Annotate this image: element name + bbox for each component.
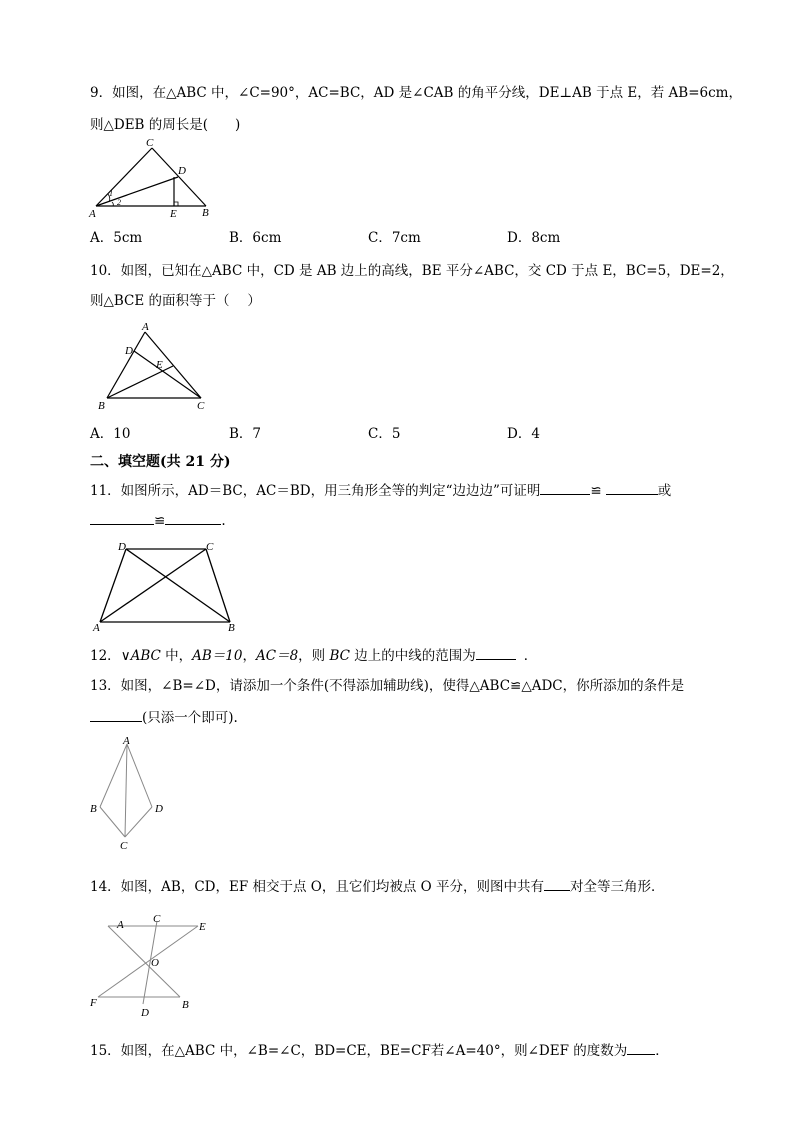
q10-label-E: E [156,359,163,371]
q14-label-E: E [199,921,206,933]
q10-option-a: A．10 [90,426,131,442]
q13-label-D: D [155,803,163,815]
q12-ac: AC＝8 [255,648,299,664]
q12-prefix: 12． [90,648,121,664]
q9-label-D: D [178,165,186,177]
q11-period: . [221,513,226,529]
q12-blank[interactable] [476,645,516,660]
q12-text [90,645,537,665]
q10-option-b: B．7 [229,426,262,442]
q11-label-C: C [206,541,214,553]
q13-text-line2 [90,707,238,727]
q13-text-line1: 13．如图，∠B=∠D，请添加一个条件(不得添加辅助线)，使得△ABC≌△ADC，你所添加的条件是 [90,678,685,694]
q12-sep: ， [242,648,256,664]
q11-blank-2[interactable] [606,480,658,495]
q13-figure [86,734,166,852]
q11-text-line1 [90,480,671,500]
q13-tail: (只添一个即可). [142,710,238,726]
q9-option-d: D．8cm [507,230,561,246]
q14-text-b: 对全等三角形． [570,879,665,895]
q10-label-D: D [125,345,133,357]
q9-label-A: A [89,208,96,220]
q13-label-B: B [90,803,97,815]
q11-label-A: A [93,622,100,634]
q9-angle-2: 2 [117,198,121,207]
q11-figure [90,538,240,636]
q12-mid1: 中， [160,648,193,664]
q9-figure [86,136,226,222]
q9-option-b: B．6cm [229,230,282,246]
q11-congruent-2: ≌ [154,513,166,529]
q9-text-line2: 则△DEB 的周长是( ) [90,117,241,133]
q14-label-A: A [117,919,124,931]
section-fill-in-title: 二、填空题(共 21 分) [90,454,231,470]
q9-option-a: A．5cm [90,230,143,246]
q14-label-C: C [153,913,161,925]
q11-blank-1[interactable] [540,480,590,495]
q12-end: ． [523,648,538,664]
q11-label-B: B [228,622,235,634]
q14-text-a: 14．如图，AB，CD，EF 相交于点 O，且它们均被点 O 平分，则图中共有 [90,879,545,895]
q11-label-D: D [118,541,126,553]
q9-label-E: E [170,208,177,220]
q10-label-A: A [142,321,149,333]
q14-label-D: D [141,1007,149,1019]
q9-label-C: C [146,137,154,149]
q10-label-B: B [98,400,105,412]
q14-blank[interactable] [544,876,570,891]
q12-triangle: ∨ABC [120,648,161,664]
q10-label-C: C [197,400,205,412]
q10-figure [95,318,215,414]
q12-tail: 边上的中线的范围为 [349,648,476,664]
q9-label-B: B [202,207,209,219]
q14-figure [86,908,216,1020]
q12-ab: AB＝10 [192,648,243,664]
q14-label-F: F [90,997,97,1009]
q15-blank[interactable] [627,1040,655,1055]
q9-option-c: C．7cm [368,230,421,246]
q11-blank-4[interactable] [165,510,221,525]
q15-text-b: ． [655,1043,669,1059]
q14-label-B: B [182,999,189,1011]
q13-blank[interactable] [90,707,142,722]
q11-or: 或 [657,483,672,499]
q14-label-O: O [151,957,159,969]
q10-option-c: C．5 [368,426,401,442]
q13-label-C: C [120,840,128,852]
q9-text-line1: 9．如图，在△ABC 中，∠C=90°，AC=BC，AD 是∠CAB 的角平分线，DE⊥AB 于点 E，若 AB=6cm， [90,85,742,101]
q15-text [90,1040,669,1060]
q11-congruent-1: ≌ [590,483,602,499]
q11-blank-3[interactable] [90,510,154,525]
q13-label-A: A [123,735,130,747]
q10-option-d: D．4 [507,426,540,442]
q14-text [90,876,665,896]
q11-text-line2 [90,510,226,530]
q9-angle-1: 1 [109,189,113,198]
q12-bc: BC [329,648,350,664]
q11-text-a: 11．如图所示，AD＝BC，AC＝BD，用三角形全等的判定“边边边”可证明 [90,483,541,499]
q10-text-line2: 则△BCE 的面积等于（ ） [90,293,261,309]
q15-text-a: 15．如图，在△ABC 中，∠B=∠C，BD=CE，BE=CF若∠A=40°，则∠DEF 的度数为 [90,1043,628,1059]
q12-mid2: ，则 [298,648,330,664]
q10-text-line1: 10．如图，已知在△ABC 中，CD 是 AB 边上的高线，BE 平分∠ABC，交 CD 于点 E，BC=5，DE=2， [90,263,734,279]
